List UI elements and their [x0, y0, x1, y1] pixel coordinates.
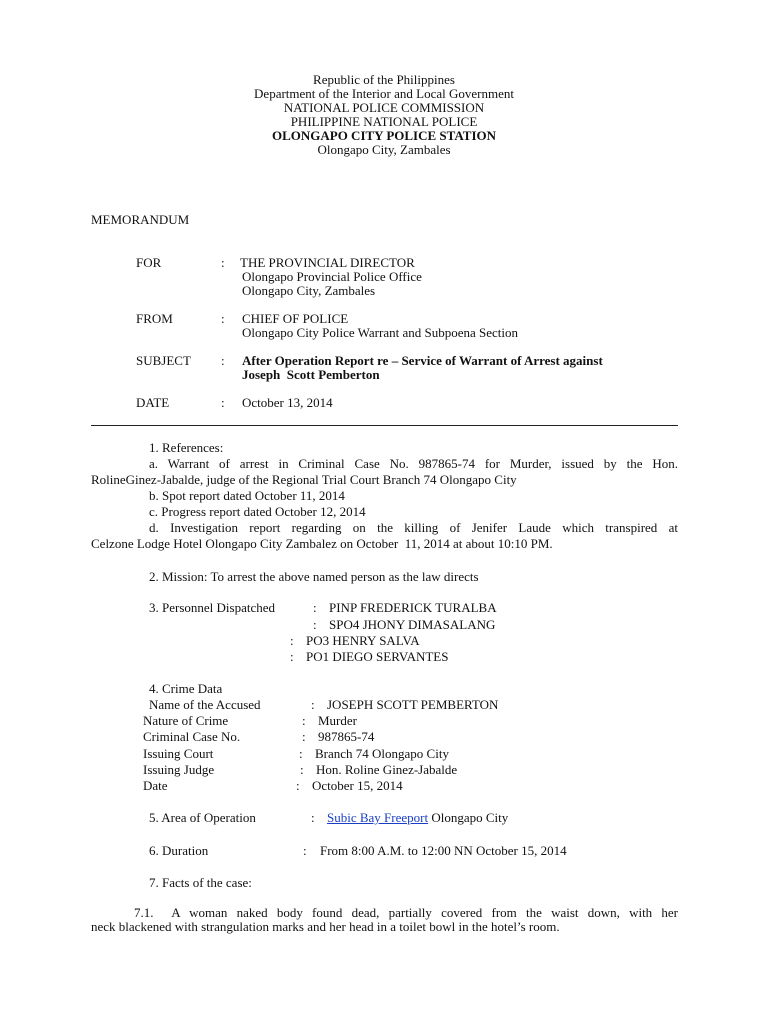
header-napolcom: NATIONAL POLICE COMMISSION: [283, 100, 485, 115]
crime-row-value: Branch 74 Olongapo City: [315, 746, 449, 761]
for-colon: :: [221, 255, 225, 270]
crime-row-colon: :: [300, 762, 304, 777]
area-label: 5. Area of Operation: [149, 810, 256, 825]
crime-row-label: Date: [143, 778, 168, 793]
crime-row-colon: :: [296, 778, 300, 793]
personnel-colon-1: :: [313, 600, 317, 615]
crime-row-colon: :: [302, 729, 306, 744]
fact-7-1-line-1: 7.1. A woman naked body found dead, partially covered from the waist down, with her: [134, 905, 678, 920]
crime-row-label: Issuing Judge: [143, 762, 215, 777]
area-colon: :: [311, 810, 315, 825]
header-pnp: PHILIPPINE NATIONAL POLICE: [290, 114, 478, 129]
duration-value: From 8:00 A.M. to 12:00 NN October 15, 2014: [320, 843, 567, 858]
crime-row-colon: :: [302, 713, 306, 728]
header-divider: [91, 425, 678, 426]
facts-heading: 7. Facts of the case:: [149, 875, 252, 890]
date-label: DATE: [136, 395, 170, 410]
fact-7-1-line-2: neck blackened with strangulation marks and her head in a toilet bowl in the hotel’s room.: [91, 919, 560, 934]
from-line-2: Olongapo City Police Warrant and Subpoena Section: [242, 325, 518, 340]
crime-row-value: October 15, 2014: [312, 778, 403, 793]
crime-row-label: Nature of Crime: [143, 713, 229, 728]
from-colon: :: [221, 311, 225, 326]
reference-d-line-2: Celzone Lodge Hotel Olongapo City Zambalez on October 11, 2014 at about 10:10 PM.: [91, 536, 553, 551]
crime-row-value: Murder: [318, 713, 357, 728]
subject-label: SUBJECT: [136, 353, 191, 368]
for-line-3: Olongapo City, Zambales: [242, 283, 376, 298]
personnel-colon-4: :: [290, 649, 294, 664]
duration-label: 6. Duration: [149, 843, 209, 858]
reference-b: b. Spot report dated October 11, 2014: [149, 488, 345, 503]
crime-row-label: Criminal Case No.: [143, 729, 241, 744]
personnel-label: 3. Personnel Dispatched: [149, 600, 276, 615]
memo-title: MEMORANDUM: [91, 212, 190, 227]
header-department: Department of the Interior and Local Government: [254, 86, 514, 101]
personnel-2: SPO4 JHONY DIMASALANG: [329, 617, 496, 632]
header-station: OLONGAPO CITY POLICE STATION: [271, 128, 497, 143]
reference-a-line-2: RolineGinez-Jabalde, judge of the Regional Trial Court Branch 74 Olongapo City: [91, 472, 517, 487]
crime-row-value: JOSEPH SCOTT PEMBERTON: [327, 697, 499, 712]
crime-row-value: Hon. Roline Ginez-Jabalde: [316, 762, 458, 777]
personnel-3: PO3 HENRY SALVA: [306, 633, 420, 648]
crime-row-value: 987865-74: [318, 729, 375, 744]
area-rest: Olongapo City: [428, 810, 509, 825]
crime-row-colon: :: [299, 746, 303, 761]
reference-c: c. Progress report dated October 12, 2014: [149, 504, 366, 519]
header-city: Olongapo City, Zambales: [317, 142, 451, 157]
date-value: October 13, 2014: [242, 395, 333, 410]
for-label: FOR: [136, 255, 162, 270]
for-line-2: Olongapo Provincial Police Office: [242, 269, 422, 284]
duration-colon: :: [303, 843, 307, 858]
reference-d-line-1: d. Investigation report regarding on the killing of Jenifer Laude which transpired at: [149, 520, 678, 535]
mission-text: 2. Mission: To arrest the above named person as the law directs: [149, 569, 479, 584]
subject-line-2: Joseph Scott Pemberton: [242, 367, 380, 382]
personnel-4: PO1 DIEGO SERVANTES: [306, 649, 449, 664]
date-colon: :: [221, 395, 225, 410]
references-heading: 1. References:: [149, 440, 224, 455]
crime-data-heading: 4. Crime Data: [149, 681, 223, 696]
personnel-1: PINP FREDERICK TURALBA: [329, 600, 497, 615]
personnel-colon-3: :: [290, 633, 294, 648]
subject-colon: :: [221, 353, 225, 368]
reference-a-line-1: a. Warrant of arrest in Criminal Case No. 987865-74 for Murder, issued by the Hon.: [149, 456, 678, 471]
from-label: FROM: [136, 311, 173, 326]
crime-row-label: Issuing Court: [143, 746, 214, 761]
area-value: [327, 810, 508, 825]
personnel-colon-2: :: [313, 617, 317, 632]
crime-row-label: Name of the Accused: [149, 697, 261, 712]
subject-line-1: After Operation Report re – Service of Warrant of Arrest against: [242, 353, 603, 368]
subic-bay-freeport-link[interactable]: Subic Bay Freeport: [327, 810, 429, 825]
for-line-1: THE PROVINCIAL DIRECTOR: [240, 255, 415, 270]
from-line-1: CHIEF OF POLICE: [242, 311, 349, 326]
crime-row-colon: :: [311, 697, 315, 712]
header-republic: Republic of the Philippines: [313, 72, 455, 87]
